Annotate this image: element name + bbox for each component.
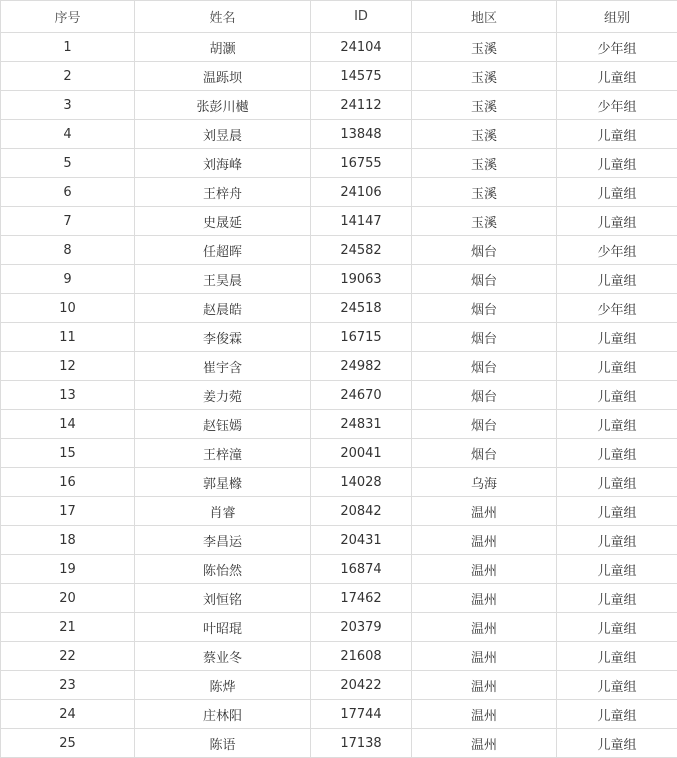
cell-id: 24106 bbox=[311, 178, 412, 207]
cell-id: 20422 bbox=[311, 671, 412, 700]
cell-region: 温州 bbox=[412, 555, 557, 584]
cell-name: 赵晨皓 bbox=[135, 294, 311, 323]
cell-id: 14575 bbox=[311, 62, 412, 91]
cell-group: 儿童组 bbox=[557, 381, 677, 410]
cell-name: 陈怡然 bbox=[135, 555, 311, 584]
cell-id: 24582 bbox=[311, 236, 412, 265]
cell-id: 20041 bbox=[311, 439, 412, 468]
cell-name: 王梓潼 bbox=[135, 439, 311, 468]
table-row bbox=[1, 555, 677, 584]
cell-index: 21 bbox=[1, 613, 135, 642]
cell-id: 14028 bbox=[311, 468, 412, 497]
cell-index: 14 bbox=[1, 410, 135, 439]
table-row bbox=[1, 642, 677, 671]
cell-region: 玉溪 bbox=[412, 120, 557, 149]
table-row bbox=[1, 236, 677, 265]
cell-group: 儿童组 bbox=[557, 526, 677, 555]
cell-region: 温州 bbox=[412, 700, 557, 729]
cell-region: 烟台 bbox=[412, 439, 557, 468]
cell-id: 17462 bbox=[311, 584, 412, 613]
table-row bbox=[1, 613, 677, 642]
column-header-name: 姓名 bbox=[135, 1, 311, 33]
cell-index: 10 bbox=[1, 294, 135, 323]
cell-id: 19063 bbox=[311, 265, 412, 294]
cell-index: 4 bbox=[1, 120, 135, 149]
cell-index: 9 bbox=[1, 265, 135, 294]
cell-id: 24518 bbox=[311, 294, 412, 323]
table-row bbox=[1, 671, 677, 700]
cell-region: 温州 bbox=[412, 671, 557, 700]
cell-index: 1 bbox=[1, 33, 135, 62]
cell-name: 王梓舟 bbox=[135, 178, 311, 207]
cell-name: 李昌运 bbox=[135, 526, 311, 555]
cell-id: 24104 bbox=[311, 33, 412, 62]
table-row bbox=[1, 381, 677, 410]
cell-id: 24831 bbox=[311, 410, 412, 439]
cell-region: 玉溪 bbox=[412, 33, 557, 62]
table-header bbox=[1, 1, 677, 33]
cell-index: 20 bbox=[1, 584, 135, 613]
cell-name: 崔宇含 bbox=[135, 352, 311, 381]
cell-group: 少年组 bbox=[557, 33, 677, 62]
cell-index: 16 bbox=[1, 468, 135, 497]
cell-group: 儿童组 bbox=[557, 120, 677, 149]
cell-name: 叶昭琨 bbox=[135, 613, 311, 642]
cell-region: 玉溪 bbox=[412, 207, 557, 236]
cell-id: 24982 bbox=[311, 352, 412, 381]
cell-region: 烟台 bbox=[412, 410, 557, 439]
cell-region: 温州 bbox=[412, 729, 557, 758]
cell-index: 24 bbox=[1, 700, 135, 729]
cell-id: 17744 bbox=[311, 700, 412, 729]
table-row bbox=[1, 294, 677, 323]
table-row bbox=[1, 33, 677, 62]
cell-name: 陈烨 bbox=[135, 671, 311, 700]
cell-region: 烟台 bbox=[412, 236, 557, 265]
cell-group: 儿童组 bbox=[557, 555, 677, 584]
table-row bbox=[1, 120, 677, 149]
cell-region: 温州 bbox=[412, 642, 557, 671]
cell-index: 18 bbox=[1, 526, 135, 555]
cell-group: 儿童组 bbox=[557, 149, 677, 178]
cell-name: 张彭川樾 bbox=[135, 91, 311, 120]
cell-group: 儿童组 bbox=[557, 642, 677, 671]
cell-name: 刘昱晨 bbox=[135, 120, 311, 149]
cell-id: 13848 bbox=[311, 120, 412, 149]
cell-region: 乌海 bbox=[412, 468, 557, 497]
cell-group: 儿童组 bbox=[557, 178, 677, 207]
cell-index: 25 bbox=[1, 729, 135, 758]
cell-group: 儿童组 bbox=[557, 613, 677, 642]
cell-group: 儿童组 bbox=[557, 265, 677, 294]
cell-region: 烟台 bbox=[412, 265, 557, 294]
cell-name: 温跞坝 bbox=[135, 62, 311, 91]
cell-region: 烟台 bbox=[412, 323, 557, 352]
cell-group: 儿童组 bbox=[557, 468, 677, 497]
column-header-region: 地区 bbox=[412, 1, 557, 33]
table-row bbox=[1, 62, 677, 91]
table-row bbox=[1, 729, 677, 758]
table-row bbox=[1, 149, 677, 178]
cell-index: 11 bbox=[1, 323, 135, 352]
table-row bbox=[1, 410, 677, 439]
cell-region: 玉溪 bbox=[412, 62, 557, 91]
cell-group: 少年组 bbox=[557, 91, 677, 120]
cell-index: 5 bbox=[1, 149, 135, 178]
cell-group: 少年组 bbox=[557, 294, 677, 323]
cell-index: 6 bbox=[1, 178, 135, 207]
cell-name: 任超晖 bbox=[135, 236, 311, 265]
cell-id: 16874 bbox=[311, 555, 412, 584]
table-row bbox=[1, 497, 677, 526]
cell-name: 陈语 bbox=[135, 729, 311, 758]
cell-group: 儿童组 bbox=[557, 352, 677, 381]
cell-name: 庄林阳 bbox=[135, 700, 311, 729]
cell-region: 温州 bbox=[412, 613, 557, 642]
cell-index: 22 bbox=[1, 642, 135, 671]
cell-index: 3 bbox=[1, 91, 135, 120]
cell-region: 温州 bbox=[412, 497, 557, 526]
cell-group: 儿童组 bbox=[557, 700, 677, 729]
cell-index: 13 bbox=[1, 381, 135, 410]
cell-id: 24670 bbox=[311, 381, 412, 410]
cell-region: 玉溪 bbox=[412, 149, 557, 178]
cell-group: 儿童组 bbox=[557, 671, 677, 700]
cell-group: 儿童组 bbox=[557, 410, 677, 439]
cell-group: 儿童组 bbox=[557, 439, 677, 468]
cell-group: 少年组 bbox=[557, 236, 677, 265]
cell-index: 17 bbox=[1, 497, 135, 526]
table-row bbox=[1, 468, 677, 497]
cell-index: 7 bbox=[1, 207, 135, 236]
cell-index: 8 bbox=[1, 236, 135, 265]
cell-index: 19 bbox=[1, 555, 135, 584]
cell-group: 儿童组 bbox=[557, 62, 677, 91]
cell-index: 15 bbox=[1, 439, 135, 468]
cell-group: 儿童组 bbox=[557, 207, 677, 236]
cell-name: 刘海峰 bbox=[135, 149, 311, 178]
cell-id: 20431 bbox=[311, 526, 412, 555]
cell-name: 胡灏 bbox=[135, 33, 311, 62]
cell-region: 玉溪 bbox=[412, 178, 557, 207]
table-row bbox=[1, 526, 677, 555]
column-header-index: 序号 bbox=[1, 1, 135, 33]
cell-name: 王昊晨 bbox=[135, 265, 311, 294]
table-row bbox=[1, 265, 677, 294]
cell-group: 儿童组 bbox=[557, 584, 677, 613]
cell-name: 刘恒铭 bbox=[135, 584, 311, 613]
table-row bbox=[1, 352, 677, 381]
cell-index: 2 bbox=[1, 62, 135, 91]
table-row bbox=[1, 700, 677, 729]
cell-id: 20842 bbox=[311, 497, 412, 526]
table-row bbox=[1, 439, 677, 468]
cell-index: 12 bbox=[1, 352, 135, 381]
cell-id: 17138 bbox=[311, 729, 412, 758]
table-row bbox=[1, 207, 677, 236]
cell-id: 20379 bbox=[311, 613, 412, 642]
cell-id: 16755 bbox=[311, 149, 412, 178]
cell-region: 温州 bbox=[412, 526, 557, 555]
cell-group: 儿童组 bbox=[557, 323, 677, 352]
cell-region: 烟台 bbox=[412, 381, 557, 410]
table-row bbox=[1, 91, 677, 120]
table-row bbox=[1, 584, 677, 613]
cell-region: 烟台 bbox=[412, 294, 557, 323]
cell-region: 烟台 bbox=[412, 352, 557, 381]
column-header-group: 组别 bbox=[557, 1, 677, 33]
cell-id: 24112 bbox=[311, 91, 412, 120]
cell-name: 史晟延 bbox=[135, 207, 311, 236]
header-row bbox=[1, 1, 677, 33]
cell-group: 儿童组 bbox=[557, 497, 677, 526]
table-body bbox=[1, 33, 677, 758]
cell-region: 玉溪 bbox=[412, 91, 557, 120]
cell-name: 赵钰嫣 bbox=[135, 410, 311, 439]
table-row bbox=[1, 323, 677, 352]
cell-id: 21608 bbox=[311, 642, 412, 671]
cell-name: 郭星橼 bbox=[135, 468, 311, 497]
cell-name: 姜力菀 bbox=[135, 381, 311, 410]
cell-name: 肖睿 bbox=[135, 497, 311, 526]
cell-id: 14147 bbox=[311, 207, 412, 236]
cell-region: 温州 bbox=[412, 584, 557, 613]
cell-index: 23 bbox=[1, 671, 135, 700]
cell-id: 16715 bbox=[311, 323, 412, 352]
cell-name: 蔡业冬 bbox=[135, 642, 311, 671]
column-header-id: ID bbox=[311, 1, 412, 33]
table-row bbox=[1, 178, 677, 207]
cell-name: 李俊霖 bbox=[135, 323, 311, 352]
cell-group: 儿童组 bbox=[557, 729, 677, 758]
